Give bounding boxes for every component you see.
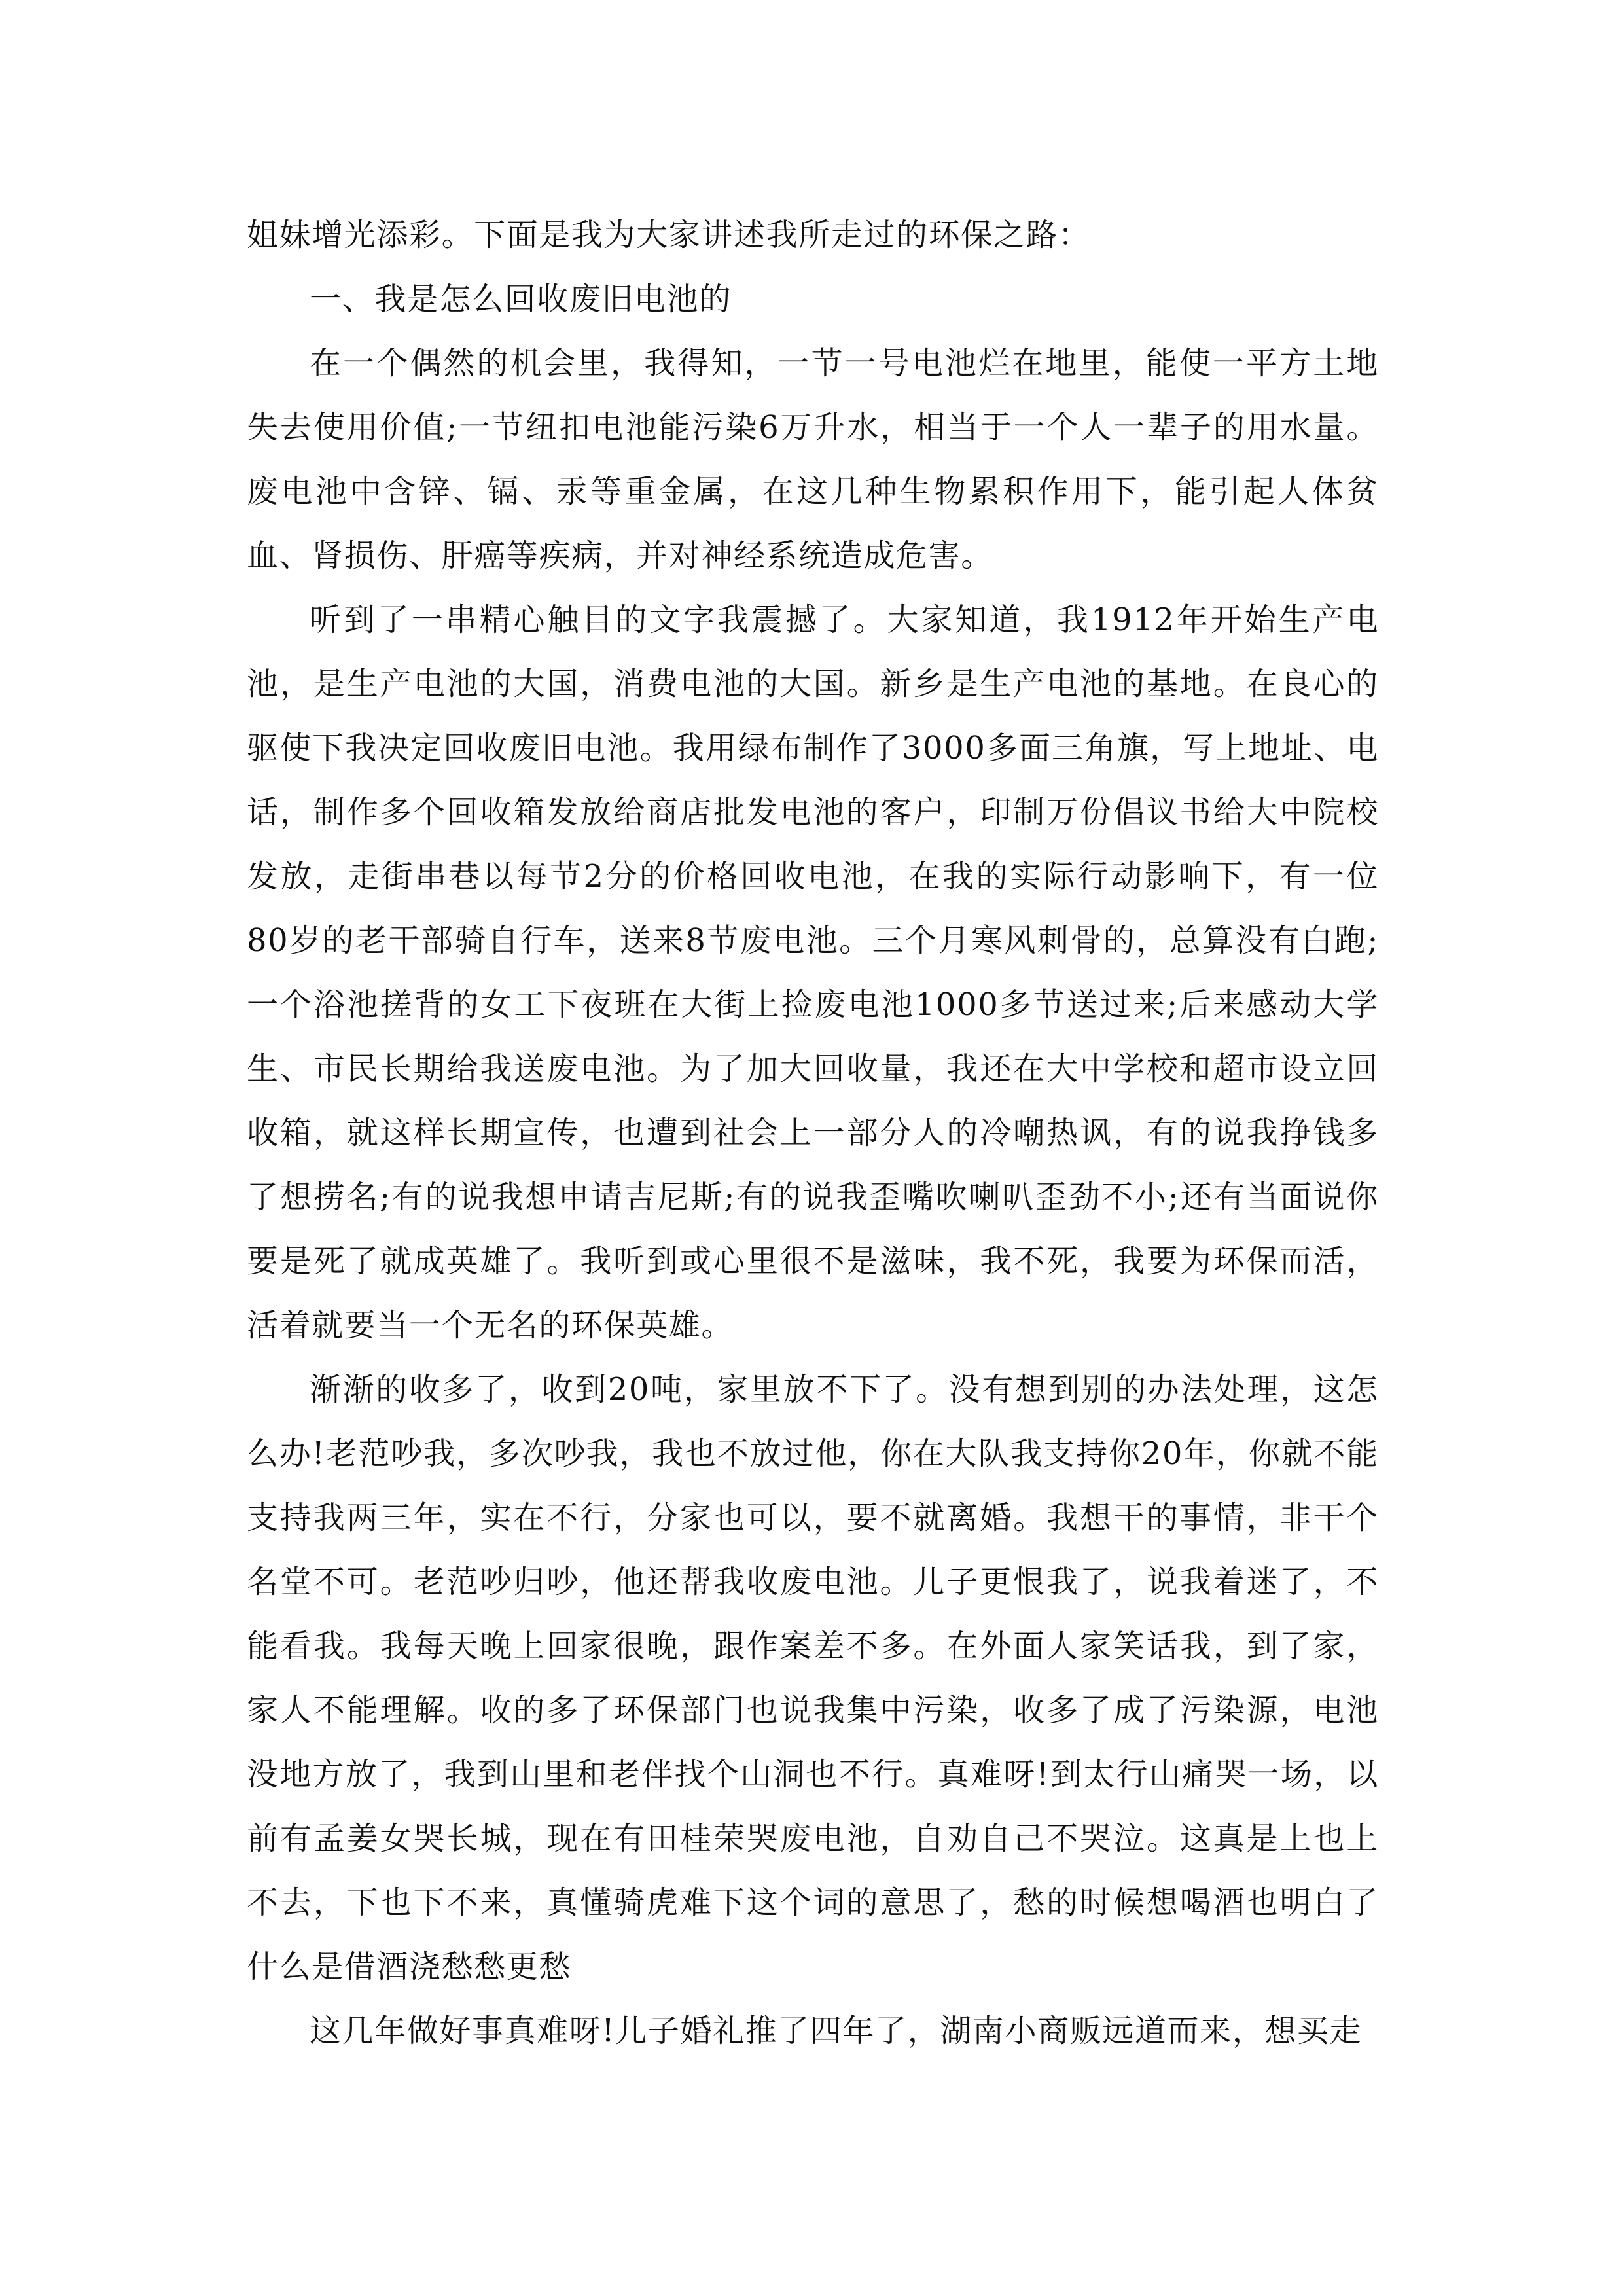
paragraph: 渐渐的收多了，收到20吨，家里放不下了。没有想到别的办法处理，这怎么办!老范吵我，多次吵我，我也不放过他，你在大队我支持你20年，你就不能支持我两三年，实在不行，分家也可以，要不就离婚。我想干的事情，非干个名堂不可。老范吵归吵，他还帮我收废电池。儿子更恨我了，说我着迷了，不能看我。我每天晚上回家很晚，跟作案差不多。在外面人家笑话我，到了家，家人不能理解。收的多了环保部门也说我集中污染，收多了成了污染源，电池没地方放了，我到山里和老伴找个山洞也不行。真难呀!到太行山痛哭一场，以前有孟姜女哭长城，现在有田桂荣哭废电池，自劝自己不哭泣。这真是上也上不去，下也下不来，真懂骑虎难下这个词的意思了，愁的时候想喝酒也明白了什么是借酒浇愁愁更愁 xyxy=(247,1371,1379,1985)
paragraph: 姐妹增光添彩。下面是我为大家讲述我所走过的环保之路： xyxy=(247,217,1091,253)
paragraph: 在一个偶然的机会里，我得知，一节一号电池烂在地里，能使一平方土地失去使用价值;一节纽扣电池能污染6万升水，相当于一个人一辈子的用水量。废电池中含锌、镉、汞等重金属，在这几种生物累积作用下，能引起人体贫血、肾损伤、肝癌等疾病，并对神经系统造成危害。 xyxy=(247,345,1379,574)
paragraph: 听到了一串精心触目的文字我震撼了。大家知道，我1912年开始生产电池，是生产电池的大国，消费电池的大国。新乡是生产电池的基地。在良心的驱使下我决定回收废旧电池。我用绿布制作了3000多面三角旗，写上地址、电话，制作多个回收箱发放给商店批发电池的客户，印制万份倡议书给大中院校发放，走街串巷以每节2分的价格回收电池，在我的实际行动影响下，有一位80岁的老干部骑自行车，送来8节废电池。三个月寒风刺骨的，总算没有白跑;一个浴池搓背的女工下夜班在大街上捡废电池1000多节送过来;后来感动大学生、市民长期给我送废电池。为了加大回收量，我还在大中学校和超市设立回收箱，就这样长期宣传，也遭到社会上一部分人的冷嘲热讽，有的说我挣钱多了想捞名;有的说我想申请吉尼斯;有的说我歪嘴吹喇叭歪劲不小;还有当面说你要是死了就成英雄了。我听到或心里很不是滋味，我不死，我要为环保而活，活着就要当一个无名的环保英雄。 xyxy=(247,601,1379,1344)
body-text xyxy=(247,203,1379,2063)
paragraph: 这几年做好事真难呀!儿子婚礼推了四年了，湖南小商贩远道而来，想买走 xyxy=(310,2013,1363,2049)
section-heading: 一、我是怎么回收废旧电池的 xyxy=(310,281,732,317)
